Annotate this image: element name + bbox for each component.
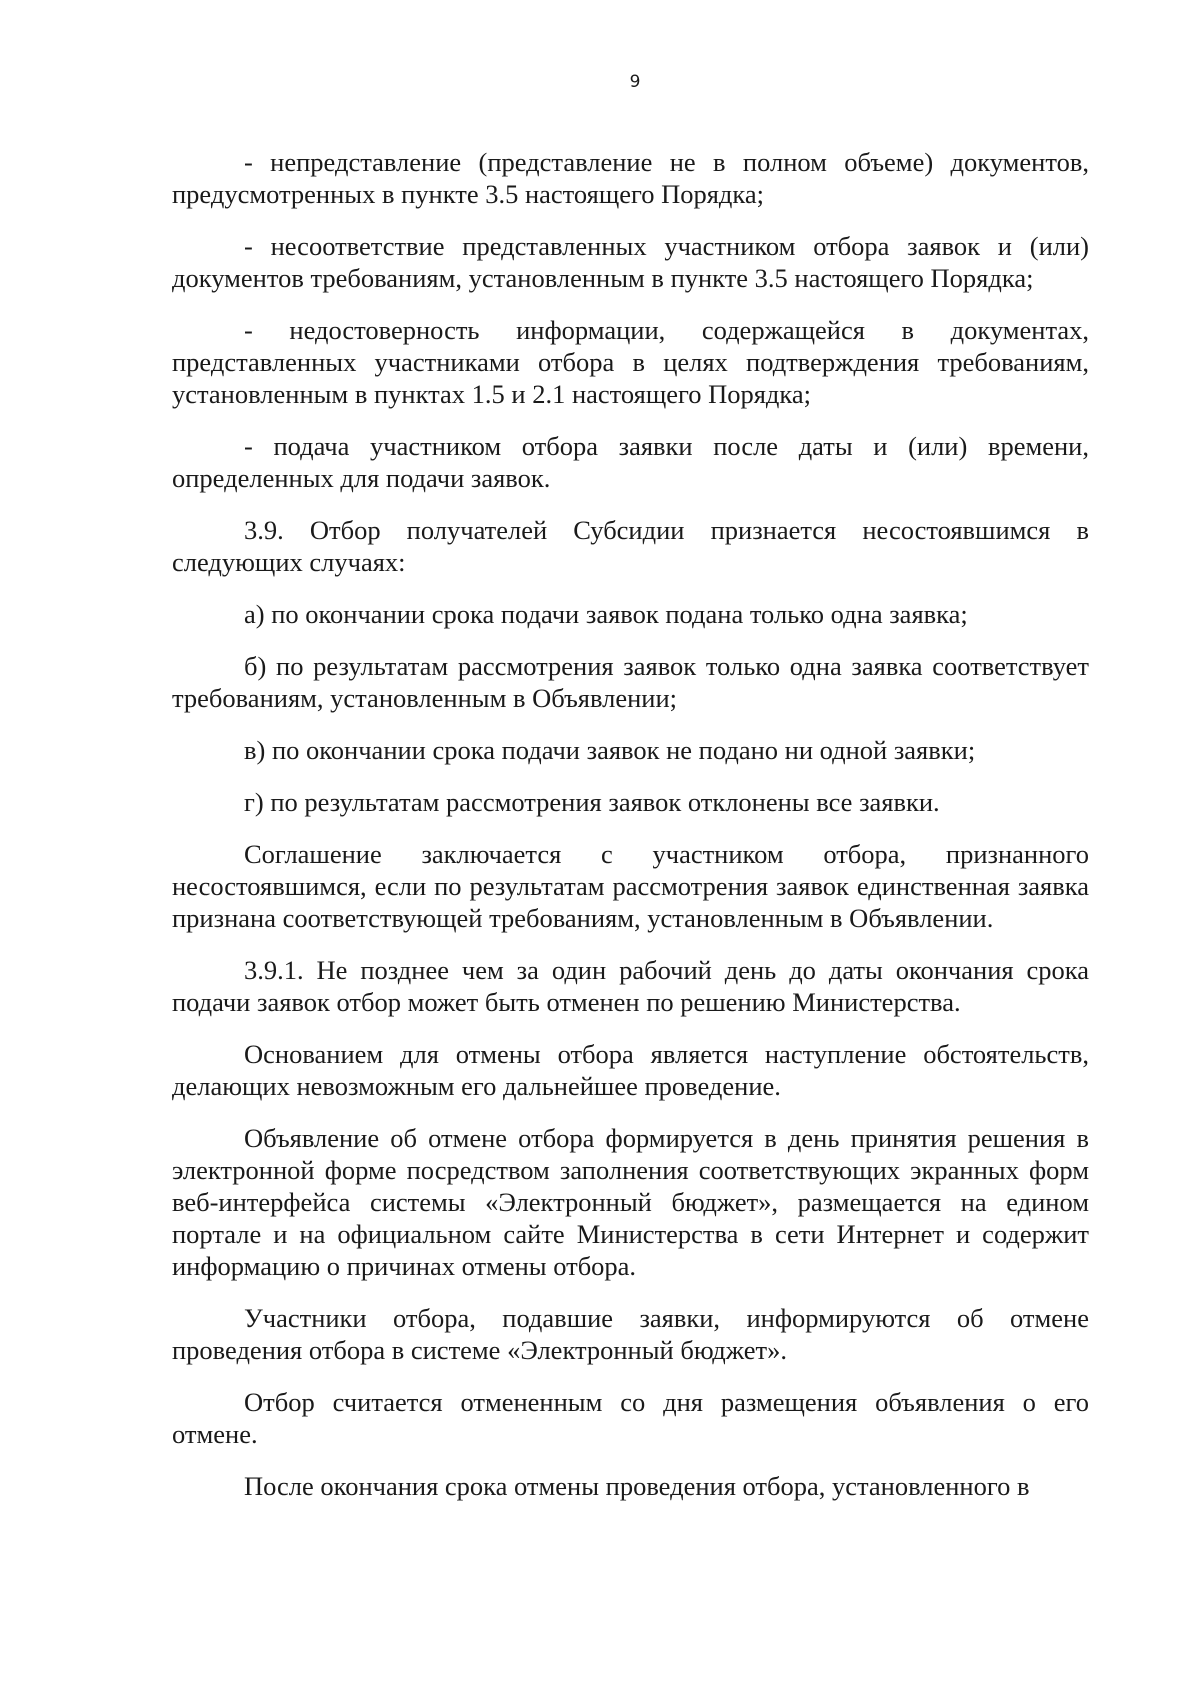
paragraph-after-cancellation: После окончания срока отмены проведения отбора, установленного в xyxy=(244,1471,1030,1501)
paragraph-grounds-noncompliance: - несоответствие представленных участником отбора заявок и (или) документов требованиям, установленным в пункте 3.5 настоящего Порядка; xyxy=(172,231,1089,293)
paragraph-cancellation-notice: Объявление об отмене отбора формируется в день принятия решения в электронной форме посредством заполнения соответствующих экранных форм веб-интерфейса системы «Электронный бюджет», размещается на едином портале и на официальном сайте Министерства в сети Интернет и содержит информацию о причинах отмены отбора. xyxy=(172,1123,1089,1281)
paragraph-case-b: б) по результатам рассмотрения заявок только одна заявка соответствует требованиям, установленным в Объявлении; xyxy=(172,651,1089,713)
paragraph-grounds-nonsubmission: - непредставление (представление не в полном объеме) документов, предусмотренных в пункте 3.5 настоящего Порядка; xyxy=(172,147,1089,209)
paragraph-cancellation-effective: Отбор считается отмененным со дня размещения объявления о его отмене. xyxy=(172,1387,1089,1449)
paragraph-section-3-9-1: 3.9.1. Не позднее чем за один рабочий день до даты окончания срока подачи заявок отбор может быть отменен по решению Министерства. xyxy=(172,955,1089,1017)
paragraph-cancellation-basis: Основанием для отмены отбора является наступление обстоятельств, делающих невозможным его дальнейшее проведение. xyxy=(172,1039,1089,1101)
paragraph-case-v: в) по окончании срока подачи заявок не подано ни одной заявки; xyxy=(244,735,976,765)
paragraph-participants-informed: Участники отбора, подавшие заявки, информируются об отмене проведения отбора в системе «Электронный бюджет». xyxy=(172,1303,1089,1365)
paragraph-grounds-false-info: - недостоверность информации, содержащейся в документах, представленных участниками отбора в целях подтверждения требованиям, установленным в пунктах 1.5 и 2.1 настоящего Порядка; xyxy=(172,315,1089,409)
paragraph-section-3-9: 3.9. Отбор получателей Субсидии признается несостоявшимся в следующих случаях: xyxy=(172,515,1089,577)
paragraph-grounds-late-submission: - подача участником отбора заявки после даты и (или) времени, определенных для подачи заявок. xyxy=(172,431,1089,493)
document-body xyxy=(172,146,1089,1502)
paragraph-case-a: а) по окончании срока подачи заявок подана только одна заявка; xyxy=(244,599,968,629)
page-number: 9 xyxy=(629,72,641,92)
paragraph-case-g: г) по результатам рассмотрения заявок отклонены все заявки. xyxy=(244,787,940,817)
paragraph-agreement: Соглашение заключается с участником отбора, признанного несостоявшимся, если по результатам рассмотрения заявок единственная заявка признана соответствующей требованиям, установленным в Объявлении. xyxy=(172,839,1089,933)
